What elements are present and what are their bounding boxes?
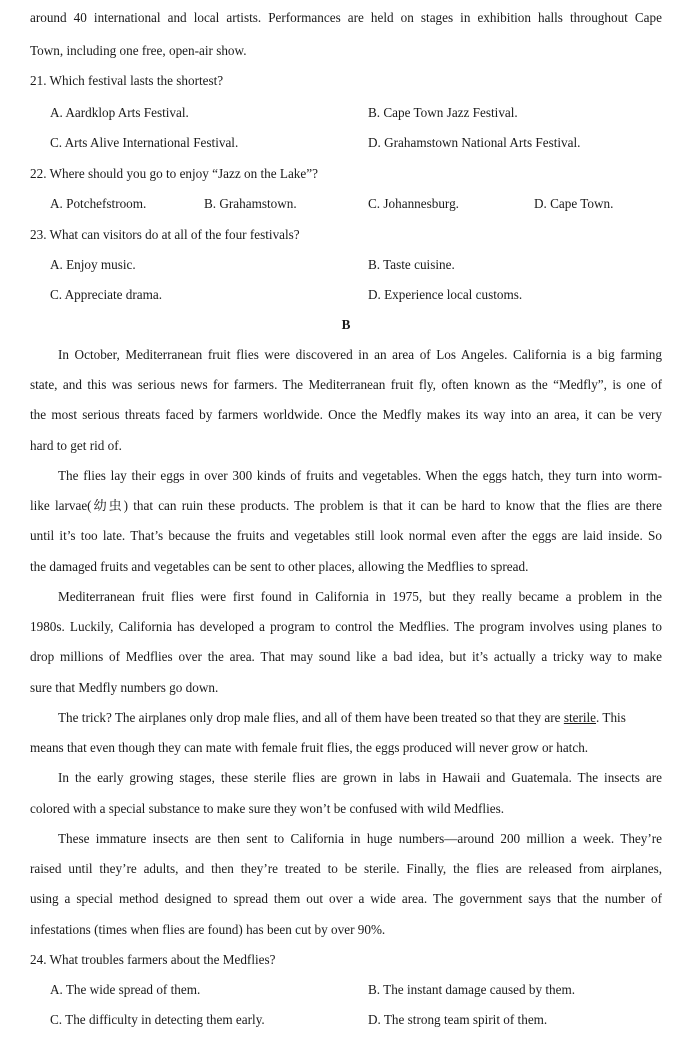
passage-text: The trick? The airplanes only drop male flies, and all of them have been treated so that they are: [58, 710, 564, 725]
passage-line: drop millions of Medflies over the area. That may sound like a bad idea, but it’s actually a tricky way to make: [30, 649, 662, 664]
passage-line: colored with a special substance to make sure they won’t be confused with wild Medflies.: [30, 801, 505, 816]
section-b-heading: B: [341, 317, 351, 332]
passage-line: These immature insects are then sent to California in huge numbers—around 200 million a week. They’re: [58, 831, 662, 846]
question-23-option-a: A. Enjoy music.: [50, 257, 136, 272]
passage-text: . This: [596, 710, 626, 725]
question-21-option-d: D. Grahamstown National Arts Festival.: [368, 135, 581, 150]
intro-line-1: around 40 international and local artists. Performances are held on stages in exhibition halls throughout Cape: [30, 10, 662, 25]
passage-line: hard to get rid of.: [30, 438, 122, 453]
question-24-option-b: B. The instant damage caused by them.: [368, 982, 576, 997]
question-23-option-d: D. Experience local customs.: [368, 287, 523, 302]
passage-line: state, and this was serious news for farmers. The Mediterranean fruit fly, often known as the “Medfly”, is one of: [30, 377, 662, 392]
question-24-option-a: A. The wide spread of them.: [50, 982, 201, 997]
passage-line: [30, 709, 662, 727]
passage-line: means that even though they can mate with female fruit flies, the eggs produced will never grow or hatch.: [30, 740, 589, 755]
passage-line: 1980s. Luckily, California has developed a program to control the Medflies. The program involves using planes to: [30, 619, 662, 634]
passage-line: the most serious threats faced by farmers worldwide. Once the Medfly makes its way into an area, it can be very: [30, 407, 662, 422]
passage-line: the damaged fruits and vegetables can be sent to other places, allowing the Medflies to spread.: [30, 559, 529, 574]
question-24-option-c: C. The difficulty in detecting them early.: [50, 1012, 265, 1027]
question-23-option-b: B. Taste cuisine.: [368, 257, 455, 272]
question-22-option-b: B. Grahamstown.: [204, 196, 297, 211]
question-22-option-c: C. Johannesburg.: [368, 196, 459, 211]
passage-line: like larvae(幼虫) that can ruin these products. The problem is that it can be hard to know that the flies are there: [30, 498, 662, 513]
question-21-stem: 21. Which festival lasts the shortest?: [30, 73, 224, 88]
passage-line: In October, Mediterranean fruit flies were discovered in an area of Los Angeles. California is a big farming: [58, 347, 662, 362]
question-22-stem: 22. Where should you go to enjoy “Jazz on the Lake”?: [30, 166, 318, 181]
question-23-stem: 23. What can visitors do at all of the four festivals?: [30, 227, 300, 242]
passage-line: In the early growing stages, these sterile flies are grown in labs in Hawaii and Guatemala. The insects are: [58, 770, 662, 785]
question-21-option-c: C. Arts Alive International Festival.: [50, 135, 239, 150]
passage-line: The flies lay their eggs in over 300 kinds of fruits and vegetables. When the eggs hatch, they turn into worm-: [58, 468, 662, 483]
intro-line-2: Town, including one free, open-air show.: [30, 43, 247, 58]
passage-line: sure that Medfly numbers go down.: [30, 680, 219, 695]
passage-line: using a special method designed to spread them out over a wide area. The government says that the number of: [30, 891, 662, 906]
question-21-option-b: B. Cape Town Jazz Festival.: [368, 105, 518, 120]
question-24-stem: 24. What troubles farmers about the Medflies?: [30, 952, 276, 967]
passage-line: Mediterranean fruit flies were first found in California in 1975, but they really became a problem in the: [58, 589, 662, 604]
passage-line: infestations (times when flies are found) has been cut by over 90%.: [30, 922, 386, 937]
question-22-option-d: D. Cape Town.: [534, 196, 614, 211]
question-23-option-c: C. Appreciate drama.: [50, 287, 163, 302]
passage-line: until it’s too late. That’s because the fruits and vegetables still look normal even after the eggs are laid inside. So: [30, 528, 662, 543]
question-22-option-a: A. Potchefstroom.: [50, 196, 147, 211]
question-21-option-a: A. Aardklop Arts Festival.: [50, 105, 189, 120]
question-24-option-d: D. The strong team spirit of them.: [368, 1012, 548, 1027]
passage-line: raised until they’re adults, and then they’re treated to be sterile. Finally, the flies are released from airplanes,: [30, 861, 662, 876]
underlined-word-sterile: sterile: [563, 710, 597, 725]
